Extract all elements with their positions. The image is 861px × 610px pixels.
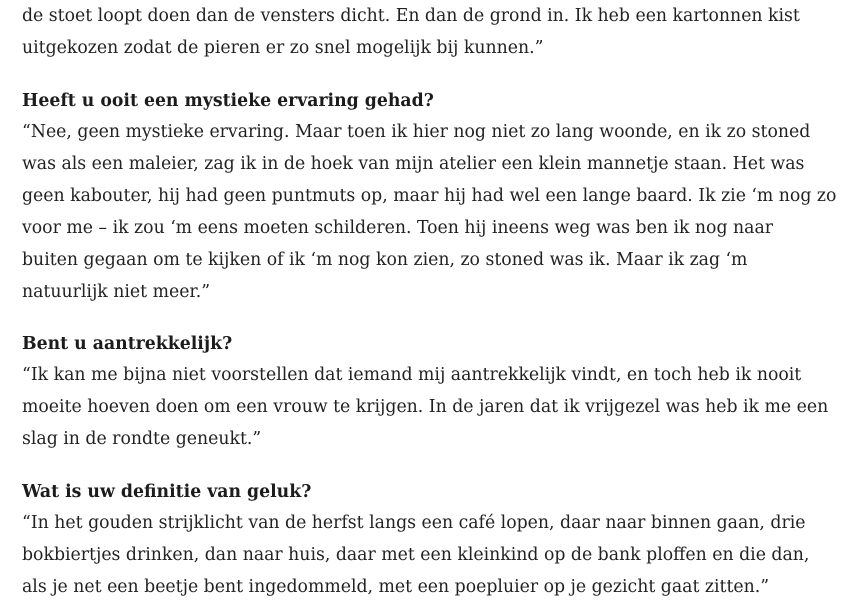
answer-line: was als een maleier, zag ik in de hoek van mijn atelier een klein mannetje staan. Het was	[22, 154, 805, 174]
answer-line: “In het gouden strijklicht van de herfst langs een café lopen, daar naar binnen gaan, drie	[22, 513, 806, 533]
answer-line: slag in de rondte geneukt.”	[22, 429, 262, 449]
answer-line: als je net een beetje bent ingedommeld, met een poepluier op je gezicht gaat zitten.”	[22, 577, 770, 597]
answer-line: moeite hoeven doen om een vrouw te krijgen. In de jaren dat ik vrijgezel was heb ik me een	[22, 397, 829, 417]
answer-line: voor me – ik zou ‘m eens moeten schilderen. Toen hij ineens weg was ben ik nog naar	[22, 218, 774, 238]
paragraph-line: de stoet loopt doen dan de vensters dicht. En dan de grond in. Ik heb een kartonnen kist	[22, 6, 800, 26]
answer-line: “Nee, geen mystieke ervaring. Maar toen ik hier nog niet zo lang woonde, en ik zo stoned	[22, 122, 811, 142]
answer-line: bokbiertjes drinken, dan naar huis, daar met een kleinkind op de bank ploffen en die dan,	[22, 545, 810, 565]
answer-line: geen kabouter, hij had geen puntmuts op, maar hij had wel een lange baard. Ik zie ‘m nog zo	[22, 186, 837, 206]
question-heading: Heeft u ooit een mystieke ervaring gehad?	[22, 91, 434, 111]
answer-line: “Ik kan me bijna niet voorstellen dat iemand mij aantrekkelijk vindt, en toch heb ik nooit	[22, 365, 802, 385]
answer-line: buiten gegaan om te kijken of ik ‘m nog kon zien, zo stoned was ik. Maar ik zag ‘m	[22, 250, 748, 270]
question-heading: Bent u aantrekkelijk?	[22, 334, 233, 354]
question-heading: Wat is uw definitie van geluk?	[22, 482, 312, 502]
answer-line: natuurlijk niet meer.”	[22, 282, 211, 302]
paragraph-line: uitgekozen zodat de pieren er zo snel mogelijk bij kunnen.”	[22, 38, 544, 58]
